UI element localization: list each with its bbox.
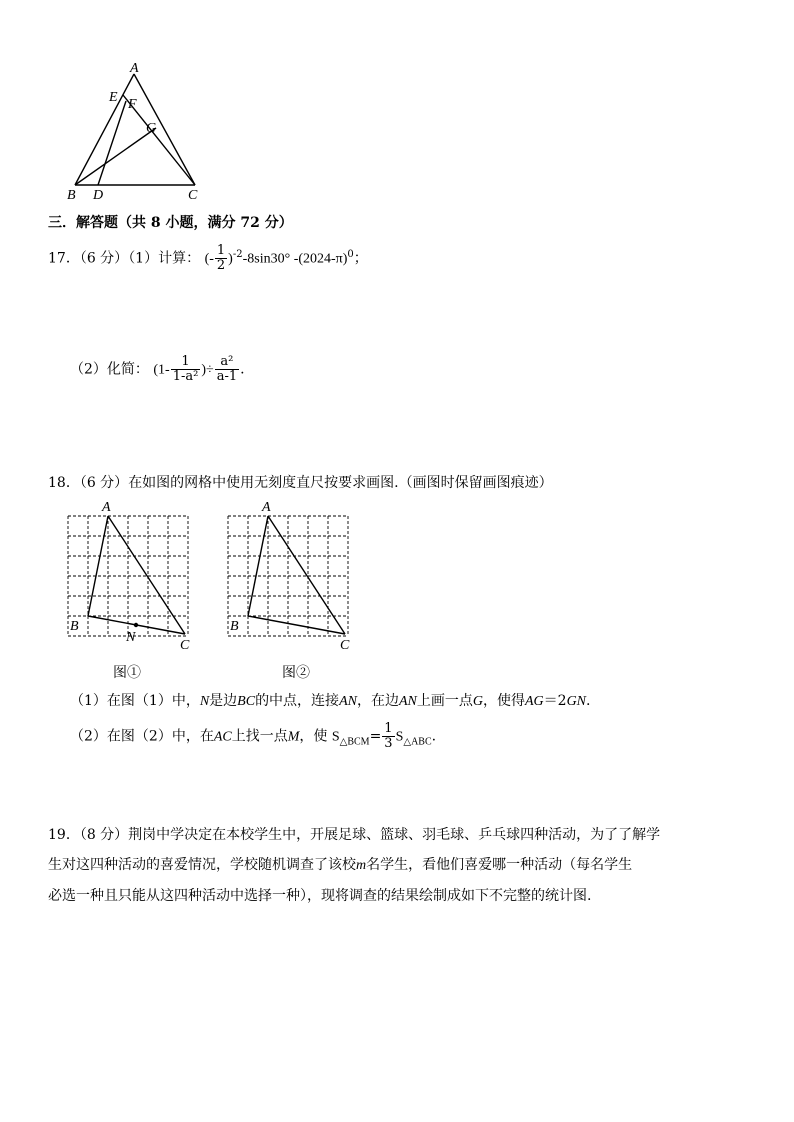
label-a: A — [130, 62, 139, 76]
label-e: E — [109, 90, 118, 105]
point-n — [134, 623, 138, 627]
grid-figure-1 — [58, 498, 208, 658]
q17-part2-fraction: $\frac{1}{\text{1-a²}}$ — [172, 354, 199, 384]
q18-text: 在如图的网格中使用无刻度直尺按要求画图.（画图时保留画图痕迹） — [128, 475, 553, 491]
question-17-part2 — [70, 355, 245, 384]
q19-line1: 19．（8 分）荆岗中学决定在本校学生中，开展足球、篮球、羽毛球、乒乓球四种活动，为了了解学 — [48, 827, 661, 843]
q19-line3: 必选一种且只能从这四种活动中选择一种），现将调查的结果绘制成如下不完整的统计图. — [48, 888, 592, 904]
grid2-label-a: A — [262, 500, 271, 515]
q19-line2: 生对这四种活动的喜爱情况，学校随机调查了该校m名学生，看他们喜爱哪一种活动（每名学生 — [48, 857, 633, 873]
q17-expr-open: (- — [204, 251, 214, 267]
q17-fraction: $\frac{1}{2}$ — [216, 243, 226, 273]
q17-exp2: 0 — [347, 248, 354, 260]
grid1-label-n: N — [126, 630, 136, 645]
q17-number: 17． — [48, 250, 80, 267]
q17-expr-end: ； — [353, 250, 368, 267]
figure-caption-1: 图① — [113, 665, 141, 681]
q17-part2-end: . — [240, 361, 245, 378]
question-18-part2: （2）在图（2）中，在AC上找一点M，使 $S_{\triangle BCM}=$ $\frac{1}{3}$ $S_{\triangle ABC}$. — [70, 721, 437, 751]
label-f: F — [128, 97, 137, 112]
label-d: D — [93, 188, 104, 203]
grid-figure-2 — [218, 498, 368, 658]
question-17-part1 — [48, 244, 368, 273]
grid1-label-a: A — [102, 500, 111, 515]
q17-part2-fraction2: $\frac{\text{a²}}{a-1}$ — [216, 354, 238, 384]
q17-part2-label: （2）化简： — [70, 361, 149, 378]
q17-expr-close: ) — [228, 251, 233, 267]
q18-score: （6 分） — [79, 475, 129, 491]
q17-part2-open: (1- — [153, 362, 170, 378]
question-18-part1: （1）在图（1）中，N是边BC的中点，连接AN，在边AN上画一点G，使得AG＝2GN. — [70, 693, 591, 709]
section-title: 三．解答题（共 8 小题，满分 72 分） — [48, 215, 293, 231]
label-c: C — [188, 188, 198, 203]
q17-score: （6 分） — [79, 250, 129, 267]
grid1-label-c: C — [180, 638, 190, 653]
question-18-stem — [48, 472, 553, 492]
q17-expr-mid: -8sin30° -(2024-π) — [242, 251, 348, 267]
figure-caption-2: 图② — [282, 665, 310, 681]
question-19 — [48, 820, 660, 911]
label-b: B — [67, 188, 76, 203]
q17-part1-label: （1）计算： — [128, 250, 201, 267]
grid2-label-b: B — [230, 619, 239, 634]
q17-part2-close: )÷ — [201, 362, 214, 378]
grid1-label-b: B — [70, 619, 79, 634]
q18-fraction: $\frac{1}{3}$ — [384, 721, 393, 751]
grid2-label-c: C — [340, 638, 350, 653]
label-g: G — [146, 121, 157, 136]
triangle-figure — [60, 62, 210, 207]
q17-exp: -2 — [232, 248, 243, 260]
q18-number: 18． — [48, 475, 80, 491]
